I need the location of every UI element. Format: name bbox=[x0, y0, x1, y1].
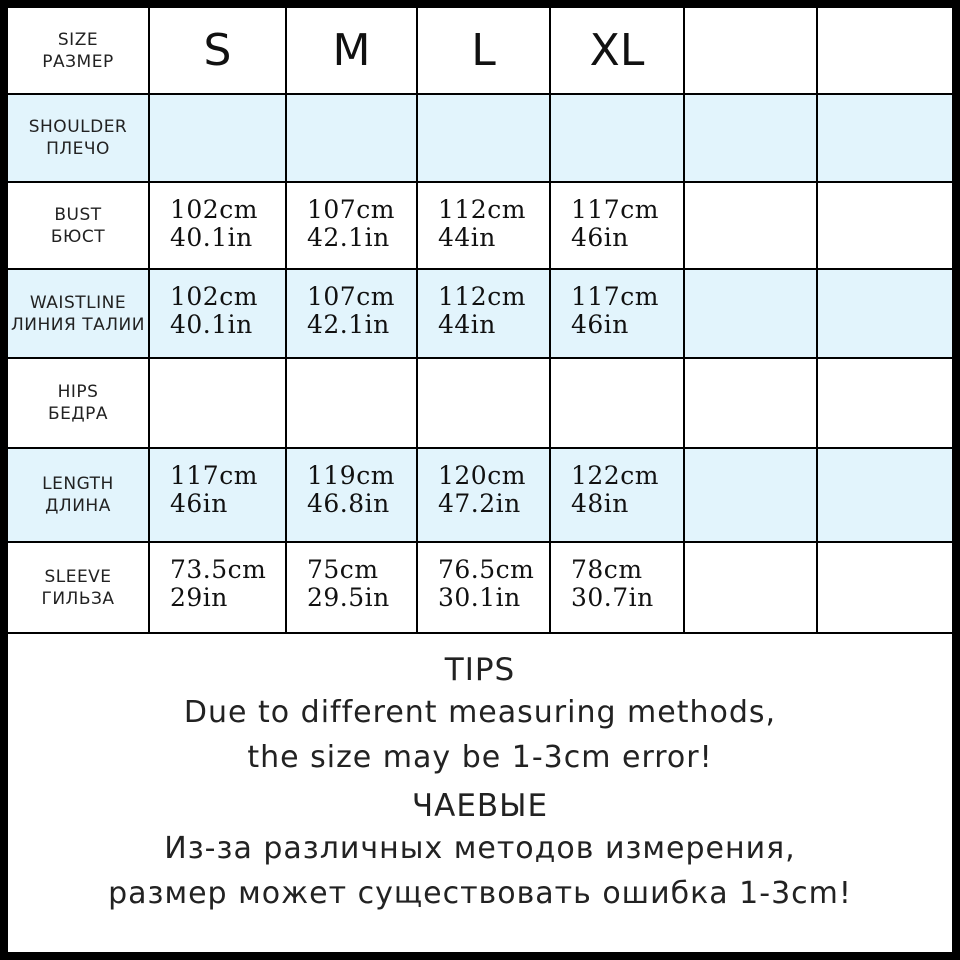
measure-cell bbox=[286, 182, 417, 269]
measure-cell bbox=[550, 94, 684, 182]
measure-row-length bbox=[8, 448, 952, 542]
measure-row-waistline bbox=[8, 269, 952, 358]
value-in: 29.5in bbox=[307, 583, 390, 612]
measure-cell bbox=[684, 94, 817, 182]
measure-cell bbox=[286, 448, 417, 542]
size-label-ru: РАЗМЕР bbox=[42, 51, 114, 72]
value-cm: 107cm bbox=[307, 282, 395, 311]
value-cm: 75cm bbox=[307, 555, 379, 584]
value-in: 46in bbox=[571, 310, 629, 339]
tips-line1-en: Due to different measuring methods, bbox=[183, 695, 777, 730]
row-label-ru: ДЛИНА bbox=[45, 496, 111, 516]
measure-cell bbox=[149, 448, 286, 542]
size-label-en: SIZE bbox=[57, 29, 99, 50]
measure-cell bbox=[817, 94, 952, 182]
measure-row-hips bbox=[8, 358, 952, 448]
measure-cell bbox=[550, 182, 684, 269]
row-label-cell bbox=[8, 182, 149, 269]
measure-cell bbox=[684, 448, 817, 542]
value-in: 30.7in bbox=[571, 583, 654, 612]
measure-cell bbox=[286, 94, 417, 182]
row-label-cell bbox=[8, 94, 149, 182]
value-cm: 117cm bbox=[571, 195, 659, 224]
value-cm: 102cm bbox=[170, 195, 258, 224]
measure-cell bbox=[684, 269, 817, 358]
measure-cell bbox=[149, 542, 286, 633]
tips-title-ru: ЧАЕВЫЕ bbox=[411, 788, 549, 824]
value-cm: 117cm bbox=[571, 282, 659, 311]
size-header-cell: L bbox=[417, 8, 550, 94]
measure-cell bbox=[550, 358, 684, 448]
measure-cell bbox=[149, 182, 286, 269]
value-cm: 107cm bbox=[307, 195, 395, 224]
measure-cell bbox=[684, 182, 817, 269]
tips-line2-en: the size may be 1-3cm error! bbox=[247, 740, 713, 775]
measure-cell bbox=[286, 358, 417, 448]
row-label-en: SLEEVE bbox=[44, 566, 112, 587]
size-header-cell bbox=[817, 8, 952, 94]
value-in: 46.8in bbox=[307, 489, 390, 518]
measure-cell bbox=[817, 182, 952, 269]
value-in: 47.2in bbox=[438, 489, 521, 518]
row-label-en: SHOULDER bbox=[28, 117, 128, 137]
measure-cell bbox=[684, 542, 817, 633]
header-row bbox=[8, 8, 952, 94]
measure-cell bbox=[417, 182, 550, 269]
measure-row-sleeve bbox=[8, 542, 952, 633]
row-label-ru: ГИЛЬЗА bbox=[41, 588, 115, 609]
value-in: 44in bbox=[438, 310, 496, 339]
value-cm: 73.5cm bbox=[170, 555, 267, 584]
measure-row-shoulder bbox=[8, 94, 952, 182]
measure-cell bbox=[817, 542, 952, 633]
value-in: 40.1in bbox=[170, 310, 253, 339]
value-cm: 78cm bbox=[571, 555, 643, 584]
value-cm: 112cm bbox=[438, 195, 526, 224]
measure-cell bbox=[550, 269, 684, 358]
size-label-cell bbox=[8, 8, 149, 94]
measure-cell bbox=[417, 448, 550, 542]
measure-cell bbox=[817, 448, 952, 542]
measure-cell bbox=[149, 358, 286, 448]
value-in: 44in bbox=[438, 223, 496, 252]
value-in: 40.1in bbox=[170, 223, 253, 252]
value-in: 46in bbox=[170, 489, 228, 518]
row-label-ru: БЮСТ bbox=[50, 226, 106, 247]
row-label-ru: БЕДРА bbox=[47, 404, 109, 424]
size-header-cell bbox=[684, 8, 817, 94]
row-label-en: LENGTH bbox=[42, 474, 114, 494]
measure-cell bbox=[550, 542, 684, 633]
tips-line2-ru: размер может существовать ошибка 1-3cm! bbox=[108, 876, 852, 911]
value-cm: 119cm bbox=[307, 461, 395, 490]
measure-cell bbox=[417, 358, 550, 448]
row-label-en: BUST bbox=[54, 204, 102, 225]
measure-cell bbox=[417, 94, 550, 182]
value-cm: 102cm bbox=[170, 282, 258, 311]
row-label-cell bbox=[8, 448, 149, 542]
row-label-cell bbox=[8, 358, 149, 448]
tips-title-en: TIPS bbox=[444, 652, 516, 688]
measure-cell bbox=[417, 542, 550, 633]
value-in: 29in bbox=[170, 583, 228, 612]
measure-cell bbox=[817, 269, 952, 358]
row-label-ru: ЛИНИЯ ТАЛИИ bbox=[11, 314, 145, 335]
size-chart-table bbox=[8, 8, 952, 634]
value-in: 42.1in bbox=[307, 223, 390, 252]
size-header-cell: M bbox=[286, 8, 417, 94]
value-cm: 120cm bbox=[438, 461, 526, 490]
row-label-cell bbox=[8, 269, 149, 358]
measure-cell bbox=[149, 269, 286, 358]
measure-cell bbox=[550, 448, 684, 542]
value-cm: 117cm bbox=[170, 461, 258, 490]
row-label-cell bbox=[8, 542, 149, 633]
row-label-en: WAISTLINE bbox=[29, 292, 127, 313]
measure-cell bbox=[684, 358, 817, 448]
value-cm: 76.5cm bbox=[438, 555, 535, 584]
measure-cell bbox=[149, 94, 286, 182]
measure-cell bbox=[417, 269, 550, 358]
value-cm: 112cm bbox=[438, 282, 526, 311]
value-in: 46in bbox=[571, 223, 629, 252]
measure-cell bbox=[286, 542, 417, 633]
measure-cell bbox=[286, 269, 417, 358]
value-in: 48in bbox=[571, 489, 629, 518]
measure-cell bbox=[817, 358, 952, 448]
row-label-en: HIPS bbox=[57, 382, 99, 402]
value-in: 30.1in bbox=[438, 583, 521, 612]
tips-line1-ru: Из-за различных методов измерения, bbox=[164, 831, 796, 866]
size-header-cell: XL bbox=[550, 8, 684, 94]
row-label-ru: ПЛЕЧО bbox=[46, 139, 110, 159]
measure-row-bust bbox=[8, 182, 952, 269]
tips-section bbox=[8, 640, 952, 952]
value-in: 42.1in bbox=[307, 310, 390, 339]
value-cm: 122cm bbox=[571, 461, 659, 490]
size-header-cell: S bbox=[149, 8, 286, 94]
